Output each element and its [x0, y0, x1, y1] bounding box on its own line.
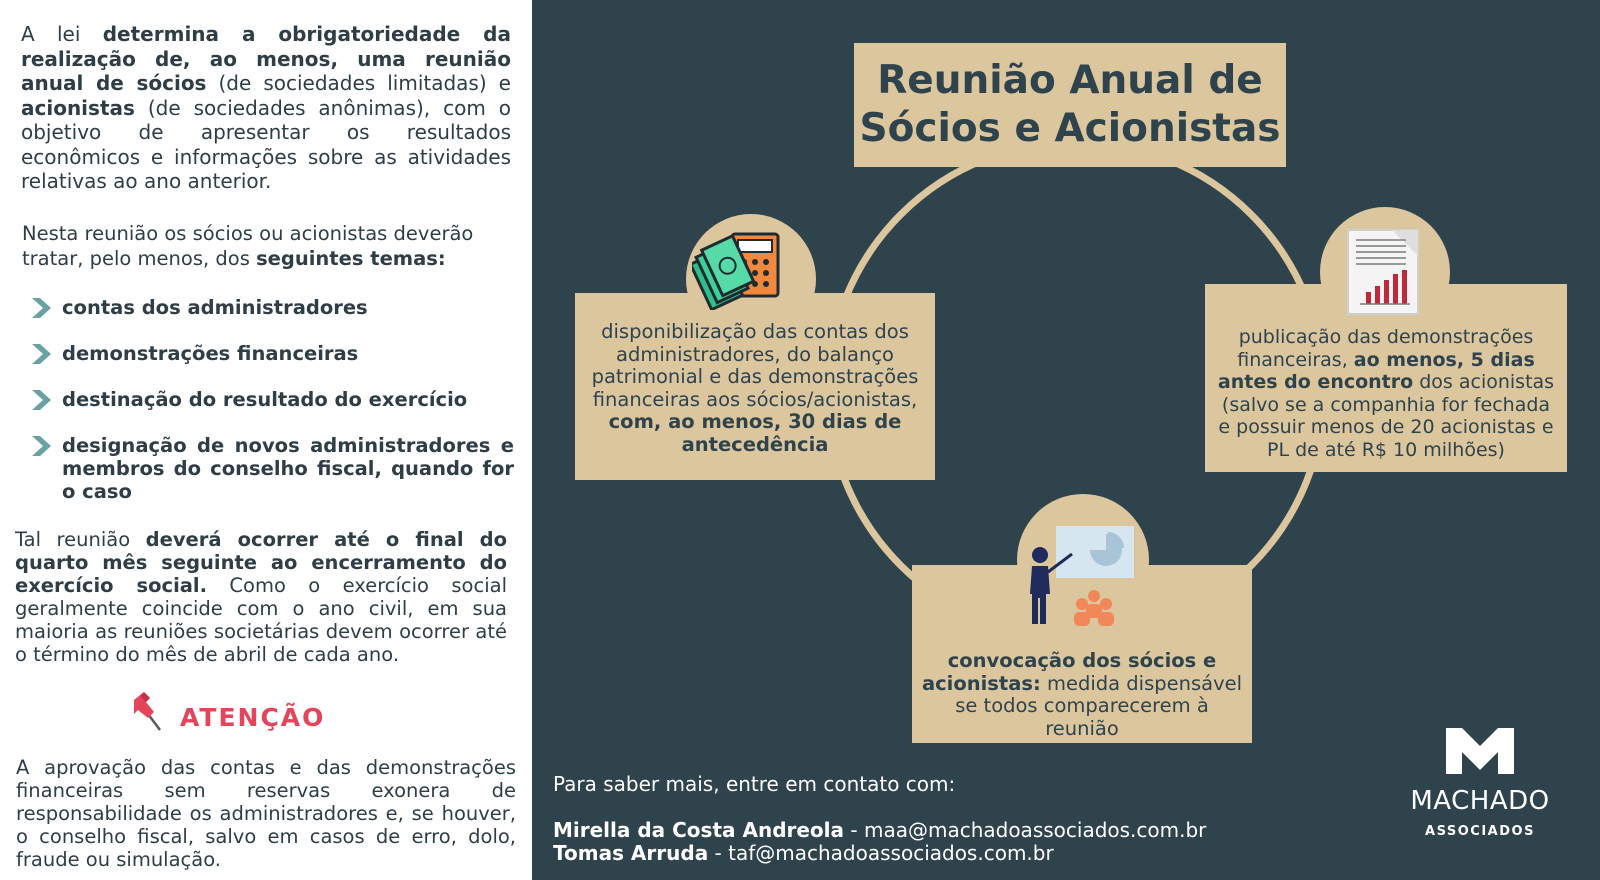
card-bold: com, ao menos, 30 dias de antecedência	[608, 410, 902, 456]
intro-text: (de sociedades anônimas), com o objetivo de apresentar os resultados econômicos e informações sobre as atividades relativas ao ano anterior.	[21, 95, 511, 193]
themes-intro-text: Nesta reunião os sócios ou acionistas deverão tratar, pelo menos, dos	[22, 222, 474, 270]
right-panel	[532, 0, 1600, 880]
themes-intro-bold: seguintes temas:	[256, 246, 446, 270]
contact-block	[553, 773, 1206, 865]
contact-email[interactable]: maa@machadoassociados.com.br	[863, 818, 1207, 842]
topic-item	[24, 342, 514, 365]
topic-label: demonstrações financeiras	[62, 342, 359, 365]
intro-paragraph	[21, 22, 511, 194]
company-logo	[1400, 728, 1560, 848]
logo-subtitle: ASSOCIADOS	[1425, 824, 1535, 839]
contact-line	[553, 819, 1206, 842]
card-bold: ao menos, 5 dias antes do encontro	[1217, 348, 1535, 393]
card-text: publicação das demonstrações financeiras,	[1237, 326, 1534, 371]
card-text: disponibilização das contas dos administradores, do balanço patrimonial e das demonstrações financeiras aos sócios/acionistas,	[591, 320, 919, 411]
topics-list	[24, 296, 514, 503]
contact-line	[553, 842, 1206, 865]
themes-intro	[22, 222, 514, 271]
title-line: Reunião Anual de	[877, 58, 1263, 103]
card-text: dos acionistas (salvo se a companhia for fechada e possuir menos de 20 acionistas e PL de até R$ 10 milhões)	[1218, 371, 1555, 461]
money-calculator-icon	[692, 230, 792, 310]
topic-label: designação de novos administradores e membros do conselho fiscal, quando for o caso	[62, 434, 514, 503]
topic-item	[24, 388, 514, 411]
intro-text: (de sociedades limitadas) e	[206, 71, 511, 95]
contact-email[interactable]: taf@machadoassociados.com.br	[728, 841, 1054, 865]
deadline-paragraph	[15, 528, 507, 666]
intro-bold: acionistas	[21, 95, 135, 120]
attention-heading	[130, 690, 350, 742]
chevron-right-icon	[30, 389, 52, 411]
chevron-right-icon	[30, 297, 52, 319]
chevron-right-icon	[30, 343, 52, 365]
contact-separator: -	[708, 841, 729, 865]
intro-bold: determina a obrigatoriedade da realização de, ao menos, uma reunião anual de sócios	[21, 22, 511, 95]
contact-intro: Para saber mais, entre em contato com:	[553, 772, 956, 796]
logo-name: MACHADO	[1410, 786, 1550, 816]
topic-item	[24, 434, 514, 503]
pushpin-icon	[130, 690, 166, 734]
contact-name: Tomas Arruda	[553, 841, 709, 865]
topic-label: contas dos administradores	[62, 296, 368, 319]
presentation-icon	[1022, 520, 1138, 632]
contact-name: Mirella da Costa Andreola	[553, 818, 845, 842]
chevron-right-icon	[30, 435, 52, 457]
title-line: Sócios e Acionistas	[859, 106, 1281, 151]
attention-paragraph: A aprovação das contas e das demonstrações financeiras sem reservas exonera de responsabilidade os administradores e, se houver, o conselho fiscal, salvo em casos de erro, dolo, fraude ou simulação.	[16, 756, 516, 871]
logo-m-icon	[1446, 728, 1514, 774]
page-title	[860, 57, 1281, 153]
card-text: medida dispensável se todos comparecerem à reunião	[955, 671, 1243, 740]
topic-label: destinação do resultado do exercício	[62, 388, 468, 411]
deadline-bold: deverá ocorrer até o final do quarto mês seguinte ao encerramento do exercício social.	[15, 528, 507, 597]
left-panel	[0, 0, 532, 880]
card-bold: convocação dos sócios e acionistas:	[921, 649, 1217, 695]
deadline-text: Como o exercício social geralmente coincide com o ano civil, em sua maioria as reuniões societárias devem ocorrer até o término do mês de abril de cada ano.	[15, 574, 507, 666]
card-accounts	[575, 293, 935, 480]
attention-label: ATENÇÃO	[180, 703, 326, 732]
report-chart-icon	[1344, 226, 1422, 318]
contact-separator: -	[844, 818, 864, 842]
title-box	[854, 43, 1286, 167]
deadline-text: Tal reunião	[15, 528, 146, 551]
topic-item	[24, 296, 514, 319]
intro-text: A lei	[21, 22, 103, 46]
